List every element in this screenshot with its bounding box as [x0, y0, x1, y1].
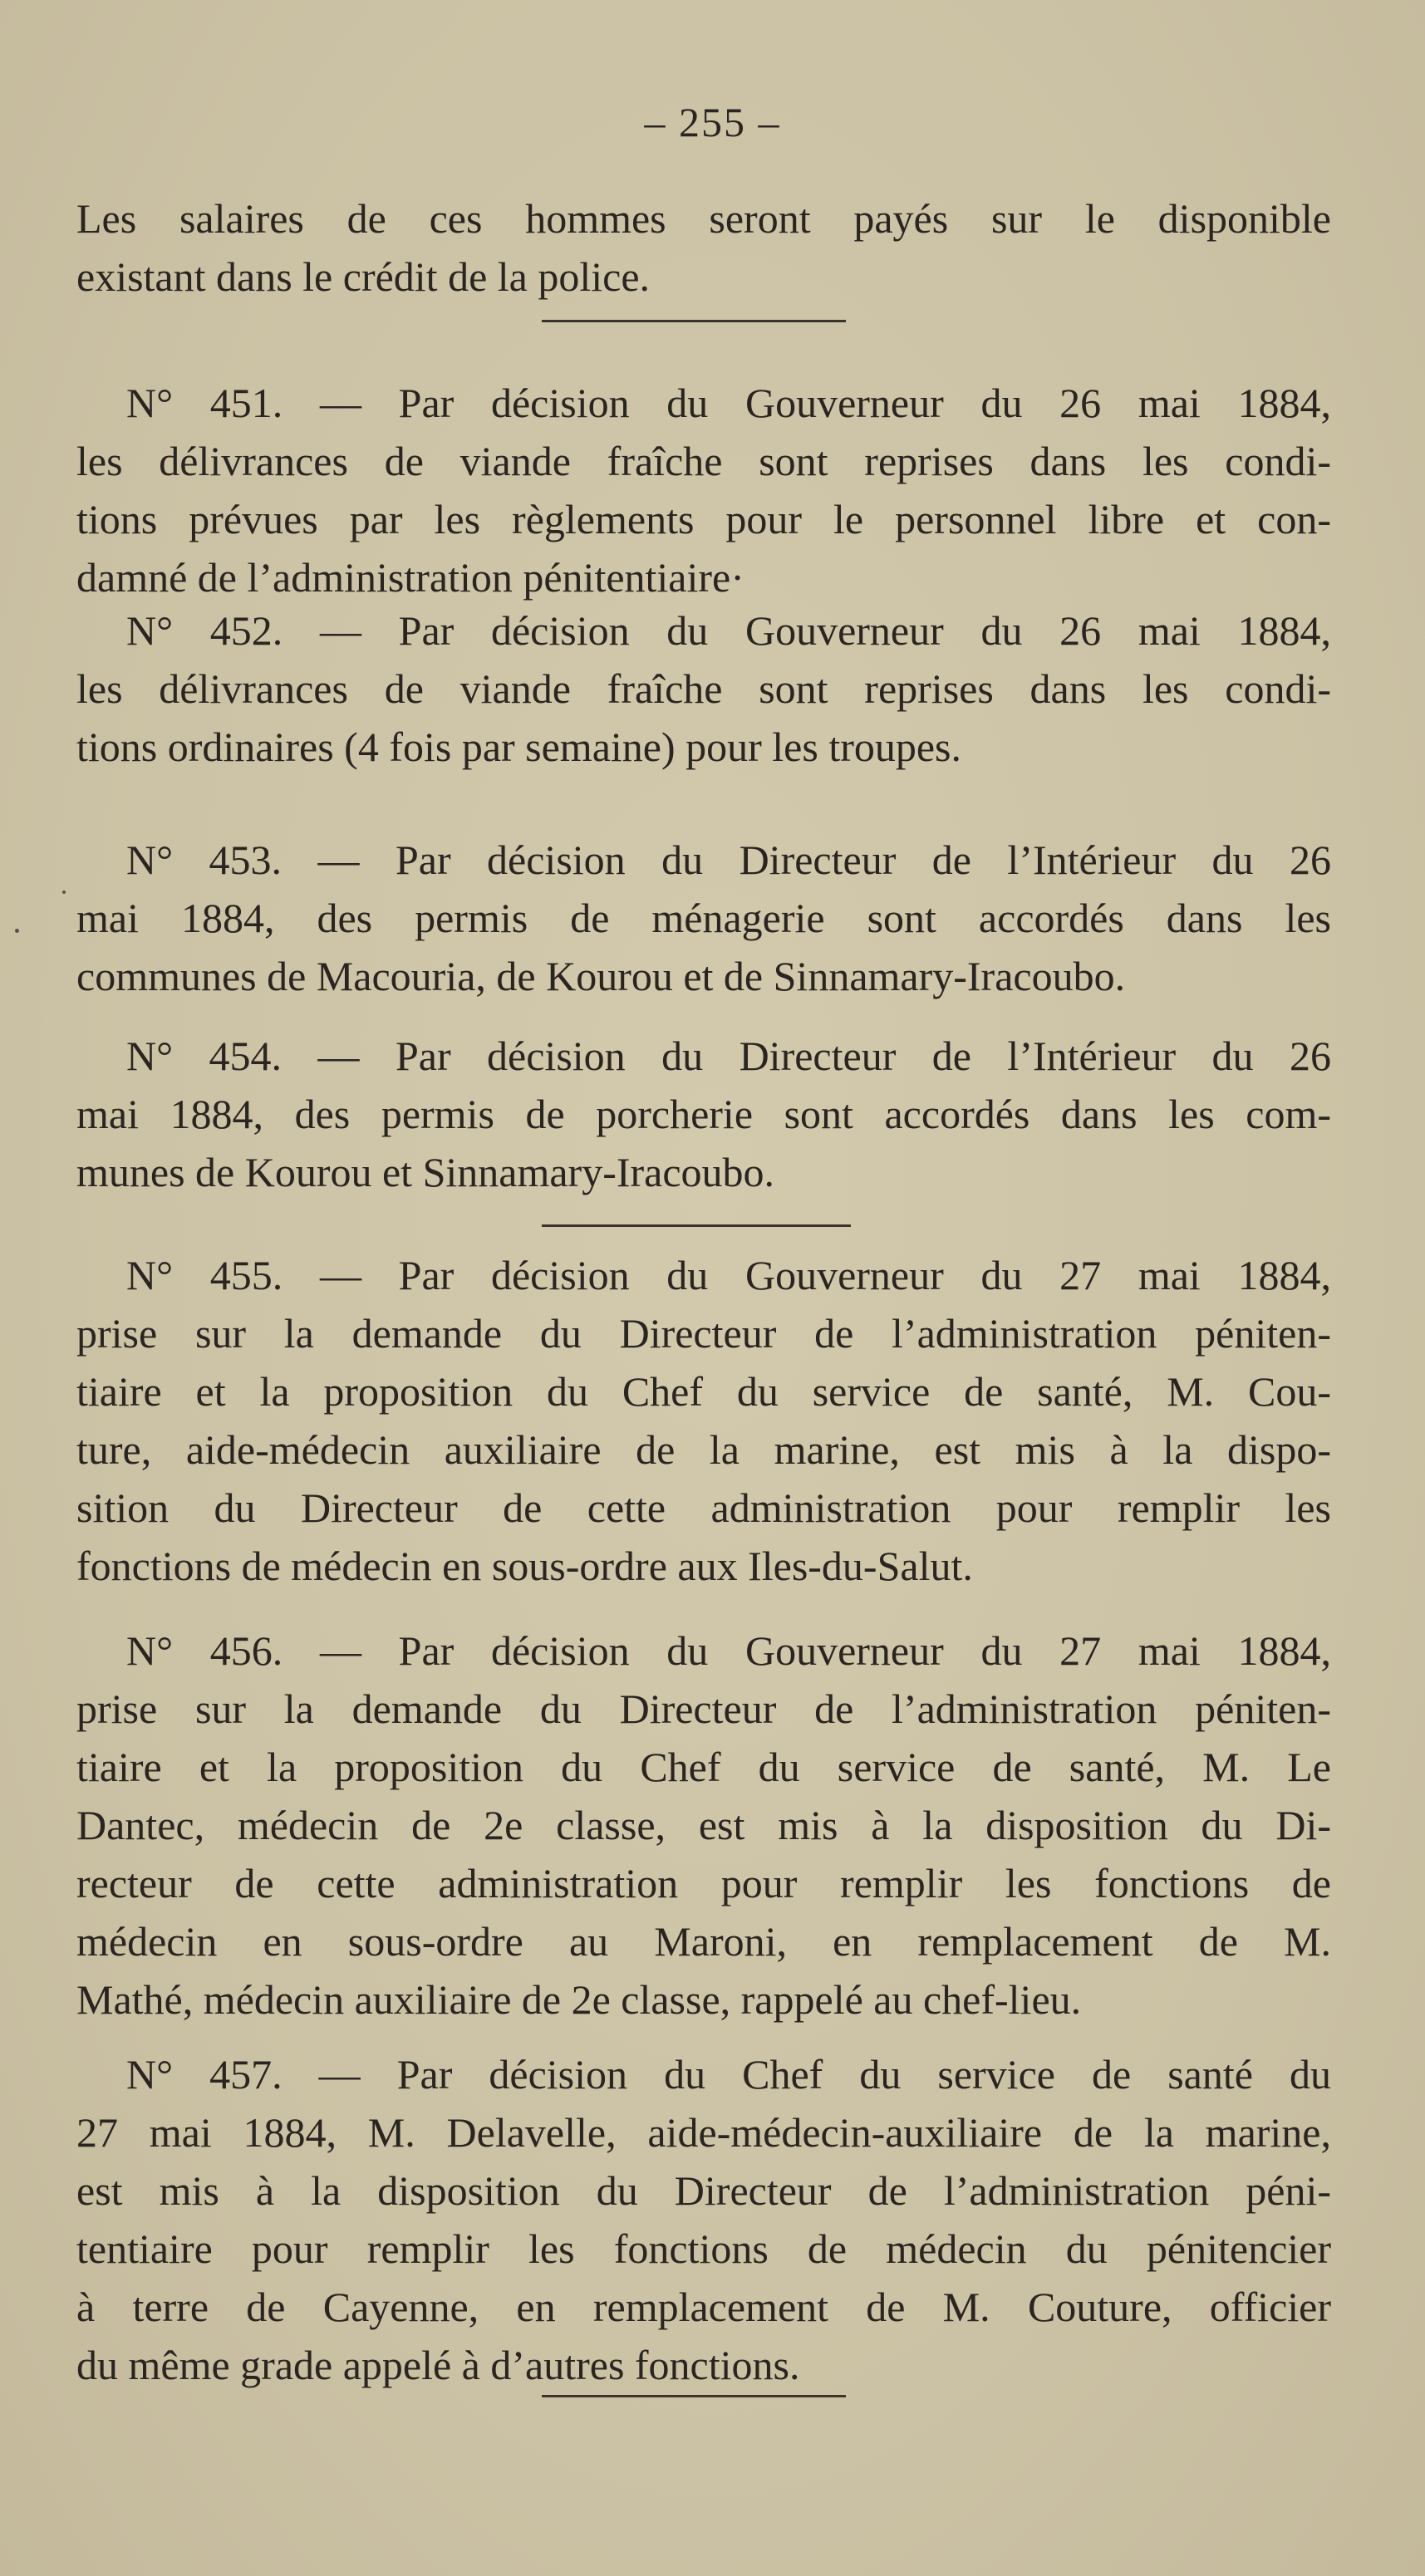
- text-line: Mathé, médecin auxiliaire de 2e classe, rappelé au chef-lieu.: [76, 1976, 1082, 2023]
- text-line: ture, aide-médecin auxiliaire de la marine, est mis à la dispo-: [76, 1426, 1331, 1473]
- text-line: tiaire et la proposition du Chef du service de santé, M. Cou-: [76, 1368, 1331, 1415]
- text-line: 27 mai 1884, M. Delavelle, aide-médecin-auxiliaire de la marine,: [76, 2109, 1331, 2156]
- text-line: sition du Directeur de cette administration pour remplir les: [76, 1484, 1331, 1531]
- paragraph-454: [76, 1027, 1331, 1201]
- text-line: communes de Macouria, de Kourou et de Sinnamary-Iracoubo.: [76, 953, 1126, 999]
- paragraph-455: [76, 1246, 1331, 1595]
- text-line: prise sur la demande du Directeur de l’administration péniten-: [76, 1310, 1331, 1357]
- text-line: est mis à la disposition du Directeur de l’administration péni-: [76, 2167, 1331, 2214]
- text-line: médecin en sous-ordre au Maroni, en remplacement de M.: [76, 1918, 1331, 1965]
- text-line: munes de Kourou et Sinnamary-Iracoubo.: [76, 1149, 775, 1195]
- separator-rule: [542, 2395, 846, 2397]
- text-line: N° 452. — Par décision du Gouverneur du 26 mai 1884,: [126, 607, 1331, 654]
- separator-rule: [542, 320, 846, 322]
- text-line: fonctions de médecin en sous-ordre aux Iles-du-Salut.: [76, 1543, 973, 1589]
- paragraph-457: [76, 2045, 1331, 2394]
- ink-speck: [62, 891, 66, 894]
- text-line: existant dans le crédit de la police.: [76, 253, 651, 300]
- text-line: tions prévues par les règlements pour le personnel libre et con-: [76, 496, 1331, 542]
- paragraph-452: [76, 601, 1331, 776]
- text-line: N° 453. — Par décision du Directeur de l’Intérieur du 26: [126, 837, 1331, 883]
- text-line: N° 457. — Par décision du Chef du service de santé du: [126, 2051, 1331, 2098]
- text-line: Dantec, médecin de 2e classe, est mis à la disposition du Di-: [76, 1802, 1331, 1848]
- text-line: prise sur la demande du Directeur de l’administration péniten-: [76, 1685, 1331, 1732]
- text-line: les délivrances de viande fraîche sont reprises dans les condi-: [76, 665, 1331, 712]
- text-line: N° 451. — Par décision du Gouverneur du 26 mai 1884,: [126, 380, 1331, 426]
- text-line: tentiaire pour remplir les fonctions de médecin du pénitencier: [76, 2225, 1331, 2272]
- separator-rule: [542, 1224, 851, 1227]
- text-line: les délivrances de viande fraîche sont reprises dans les condi-: [76, 438, 1331, 484]
- page-number: – 255 –: [644, 99, 781, 145]
- text-line: N° 456. — Par décision du Gouverneur du 27 mai 1884,: [126, 1627, 1331, 1674]
- text-line: recteur de cette administration pour remplir les fonctions de: [76, 1860, 1331, 1906]
- text-line: Les salaires de ces hommes seront payés sur le disponible: [76, 195, 1331, 242]
- text-line: tions ordinaires (4 fois par semaine) pour les troupes.: [76, 724, 962, 770]
- text-line: N° 455. — Par décision du Gouverneur du 27 mai 1884,: [126, 1252, 1331, 1298]
- paragraph-451: [76, 374, 1331, 606]
- text-line: du même grade appelé à d’autres fonctions.: [76, 2342, 800, 2388]
- text-line: damné de l’administration pénitentiaire·: [76, 554, 744, 601]
- paragraph-453: [76, 831, 1331, 1005]
- text-line: mai 1884, des permis de ménagerie sont accordés dans les: [76, 895, 1331, 941]
- text-line: tiaire et la proposition du Chef du service de santé, M. Le: [76, 1744, 1331, 1790]
- text-line: N° 454. — Par décision du Directeur de l’Intérieur du 26: [126, 1033, 1331, 1079]
- text-line: mai 1884, des permis de porcherie sont accordés dans les com-: [76, 1091, 1331, 1137]
- paragraph-456: [76, 1622, 1331, 2029]
- text-line: à terre de Cayenne, en remplacement de M. Couture, officier: [76, 2284, 1331, 2330]
- paragraph-continuation: [76, 189, 1331, 306]
- ink-speck: [15, 929, 19, 933]
